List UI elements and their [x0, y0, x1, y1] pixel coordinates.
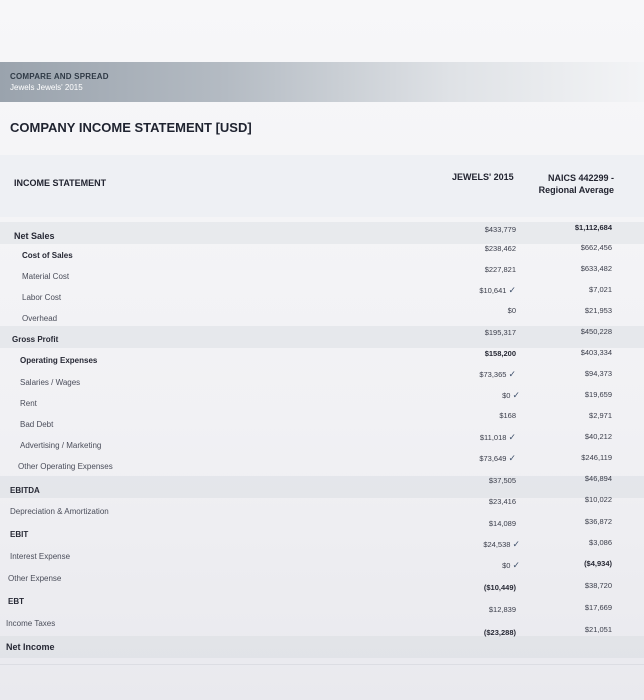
naics-income-taxes: $17,669	[584, 603, 612, 612]
row-label-ebitda: EBITDA	[10, 486, 40, 495]
company-rent-value: $0	[502, 391, 511, 400]
naics-net-income: $21,051	[584, 625, 612, 634]
row-label-net-sales: Net Sales	[14, 231, 55, 241]
check-icon: ✓	[508, 432, 516, 442]
company-other-operating-expenses	[430, 453, 516, 464]
breadcrumb[interactable]: Jewels Jewels' 2015	[10, 83, 83, 92]
check-icon: ✓	[508, 369, 516, 379]
naics-other-operating-expenses: $246,119	[581, 453, 612, 462]
company-net-sales: $433,779	[484, 225, 516, 234]
naics-bad-debt: $2,971	[589, 411, 612, 420]
company-ebit: $14,089	[488, 519, 516, 528]
naics-other-expense: ($4,934)	[584, 559, 612, 568]
row-label-material-cost: Material Cost	[22, 272, 70, 281]
check-icon: ✓	[512, 390, 520, 400]
company-operating-expenses: $158,200	[484, 349, 516, 358]
row-label-depreciation-amortization: Depreciation & Amortization	[10, 507, 109, 516]
row-label-other-operating-expenses: Other Operating Expenses	[18, 462, 113, 471]
naics-depreciation-amortization: $10,022	[584, 495, 612, 504]
company-other-expense-value: $0	[502, 561, 511, 570]
naics-ebit: $36,872	[584, 517, 612, 526]
naics-operating-expenses: $403,334	[580, 348, 612, 357]
company-ebitda: $37,505	[488, 476, 516, 485]
naics-rent: $19,659	[584, 390, 612, 399]
row-label-ebt: EBT	[8, 597, 24, 606]
company-labor-cost	[440, 285, 516, 296]
naics-ebt: $38,720	[584, 581, 612, 590]
naics-interest-expense: $3,086	[589, 538, 612, 547]
row-label-overhead: Overhead	[22, 314, 58, 323]
row-label-cost-of-sales: Cost of Sales	[22, 251, 73, 260]
naics-overhead: $21,953	[584, 306, 612, 315]
row-label-advertising-marketing: Advertising / Marketing	[20, 441, 102, 450]
company-advertising-marketing	[430, 432, 516, 443]
company-other-expense	[440, 560, 520, 571]
naics-cost-of-sales: $662,456	[580, 243, 612, 252]
row-label-labor-cost: Labor Cost	[22, 293, 62, 302]
naics-gross-profit: $450,228	[580, 327, 612, 336]
check-icon: ✓	[508, 285, 516, 295]
row-label-salaries-wages: Salaries / Wages	[20, 378, 81, 387]
company-other-operating-expenses-value: $73,649	[479, 454, 507, 463]
naics-net-sales: $1,112,684	[574, 223, 612, 232]
row-label-other-expense: Other Expense	[8, 574, 62, 583]
company-rent	[440, 390, 520, 401]
company-labor-cost-value: $10,641	[479, 286, 507, 295]
naics-column-header: NAICS 442299 - Regional Average	[538, 173, 614, 195]
company-overhead: $0	[507, 306, 516, 315]
company-gross-profit: $195,317	[484, 328, 516, 337]
company-salaries-wages-value: $73,365	[479, 370, 507, 379]
naics-labor-cost: $7,021	[589, 285, 612, 294]
row-label-interest-expense: Interest Expense	[10, 552, 71, 561]
row-label-income-taxes: Income Taxes	[6, 619, 56, 628]
naics-salaries-wages: $94,373	[584, 369, 612, 378]
row-label-gross-profit: Gross Profit	[12, 335, 59, 344]
check-icon: ✓	[512, 539, 520, 549]
company-ebt: ($10,449)	[483, 583, 516, 592]
company-column-header: JEWELS' 2015	[452, 172, 514, 182]
banner-title: COMPARE AND SPREAD	[10, 72, 109, 81]
company-cost-of-sales: $238,462	[484, 244, 516, 253]
company-interest-expense	[430, 539, 520, 550]
row-shade	[0, 636, 644, 658]
company-net-income: ($23,288)	[483, 628, 516, 637]
check-icon: ✓	[512, 560, 520, 570]
naics-material-cost: $633,482	[580, 264, 612, 273]
page-title: COMPANY INCOME STATEMENT [USD]	[10, 120, 252, 135]
row-label-rent: Rent	[20, 399, 37, 408]
naics-advertising-marketing: $40,212	[584, 432, 612, 441]
company-advertising-marketing-value: $11,018	[479, 433, 507, 442]
row-label-ebit: EBIT	[10, 530, 29, 539]
income-statement-header: INCOME STATEMENT	[14, 178, 107, 188]
row-label-bad-debt: Bad Debt	[20, 420, 54, 429]
naics-ebitda: $46,894	[584, 474, 612, 483]
table-bottom-divider	[0, 664, 644, 665]
row-label-net-income: Net Income	[6, 642, 55, 652]
company-interest-expense-value: $24,538	[483, 540, 511, 549]
row-label-operating-expenses: Operating Expenses	[20, 356, 98, 365]
company-bad-debt: $168	[499, 411, 516, 420]
company-income-taxes: $12,839	[488, 605, 516, 614]
check-icon: ✓	[508, 453, 516, 463]
company-depreciation-amortization: $23,416	[488, 497, 516, 506]
company-material-cost: $227,821	[484, 265, 516, 274]
company-salaries-wages	[430, 369, 516, 380]
compare-banner	[0, 62, 644, 102]
